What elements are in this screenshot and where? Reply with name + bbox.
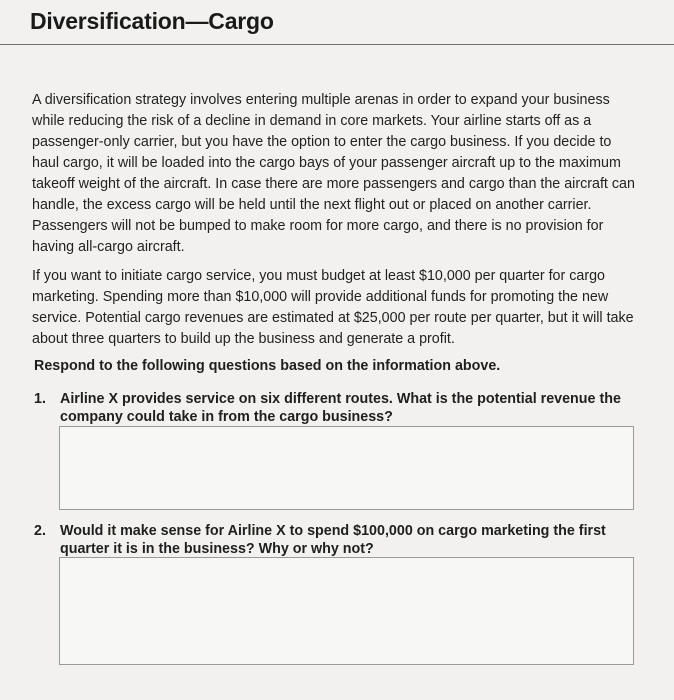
question-2-number: 2. xyxy=(34,523,46,539)
question-1-number: 1. xyxy=(34,391,46,407)
budget-paragraph: If you want to initiate cargo service, you must budget at least $10,000 per quarter for cargo marketing. Spending more than $10,000 will provide additional funds for promoting the new service. Potential cargo revenues are estimated at $25,000 per route per quarter, but it will take about three quarters to build up the business and generate a profit. xyxy=(32,268,634,347)
question-2-text: Would it make sense for Airline X to spend $100,000 on cargo marketing the first quarter it is in the business? Why or why not? xyxy=(60,523,606,557)
question-1-text: Airline X provides service on six different routes. What is the potential revenue the company could take in from the cargo business? xyxy=(60,391,621,425)
page-title: Diversification—Cargo xyxy=(30,8,274,34)
question-1 xyxy=(34,390,639,426)
question-2 xyxy=(34,522,639,558)
answer-box-2[interactable] xyxy=(59,557,634,665)
answer-box-1[interactable] xyxy=(59,426,634,510)
intro-paragraph: A diversification strategy involves entering multiple arenas in order to expand your business while reducing the risk of a decline in demand in core markets. Your airline starts off as a passenger-only carrier, but you have the option to enter the cargo business. If you decide to haul cargo, it will be loaded into the cargo bays of your passenger aircraft up to the maximum takeoff weight of the aircraft. In case there are more passengers and cargo than the aircraft can handle, the excess cargo will be held until the next flight out or placed on another carrier. Passengers will not be bumped to make room for more cargo, and there is no provision for having all-cargo aircraft. xyxy=(32,92,635,255)
title-divider xyxy=(0,44,674,45)
instructions: Respond to the following questions based on the information above. xyxy=(34,358,501,374)
